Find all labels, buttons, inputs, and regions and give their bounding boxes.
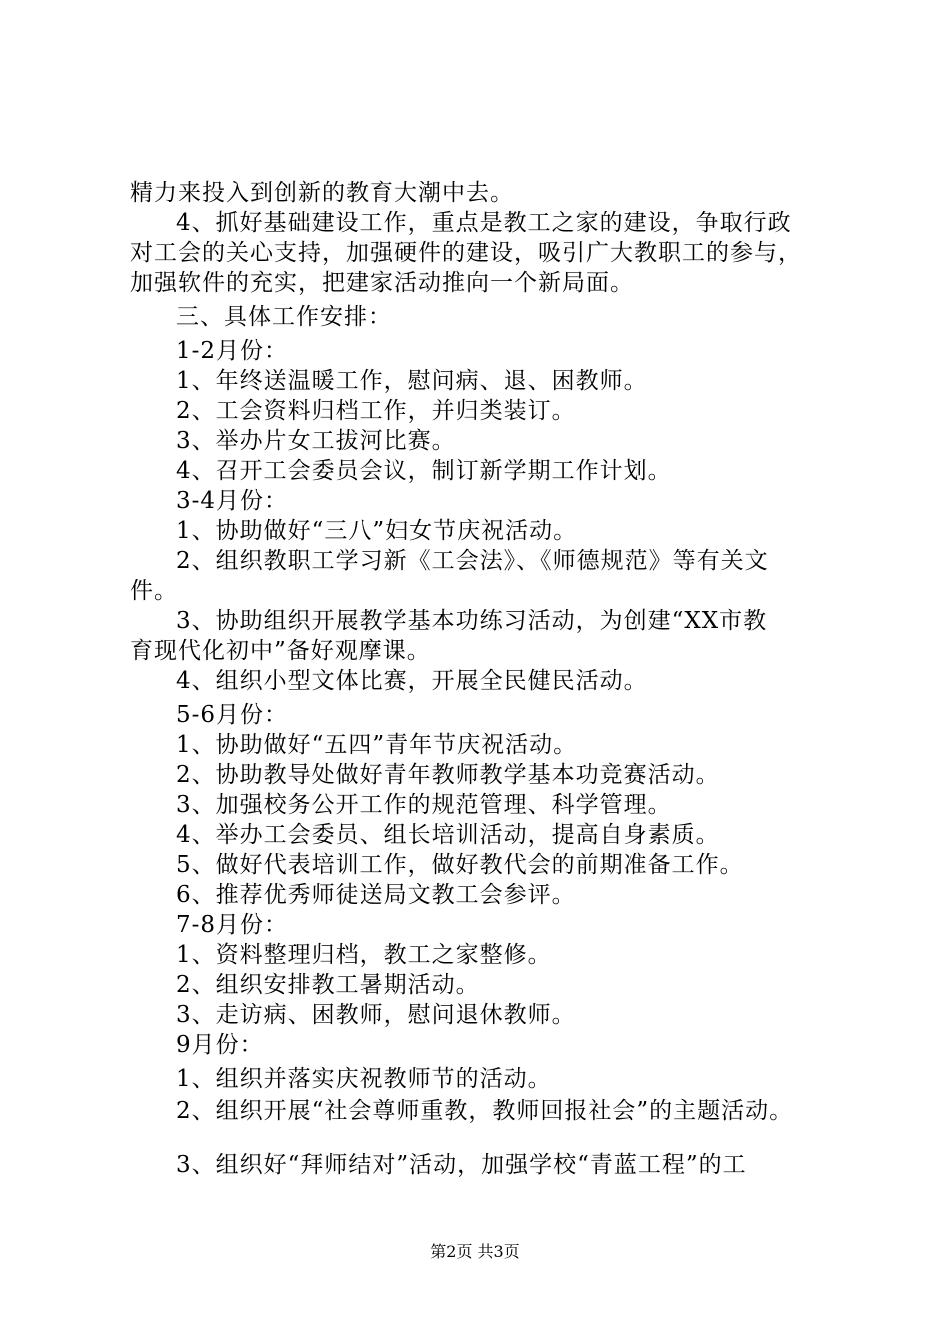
page-footer: 第2页 共3页 xyxy=(430,1242,520,1261)
text-line: 2、组织教职工学习新《工会法》、《师德规范》等有关文 xyxy=(176,548,769,574)
text-line: 4、抓好基础建设工作，重点是教工之家的建设，争取行政 xyxy=(176,210,792,236)
text-line: 4、召开工会委员会议，制订新学期工作计划。 xyxy=(176,458,672,484)
text-line: 7-8月份： xyxy=(176,912,289,938)
text-line: 4、组织小型文体比赛，开展全民健民活动。 xyxy=(176,668,648,694)
text-line: 3-4月份： xyxy=(176,488,289,514)
text-line: 2、组织开展“社会尊师重教，教师回报社会”的主题活动。 xyxy=(176,1098,794,1124)
text-line: 3、组织好“拜师结对”活动，加强学校“青蓝工程”的工 xyxy=(176,1152,747,1178)
text-line: 1-2月份： xyxy=(176,338,289,364)
text-line: 对工会的关心支持，加强硬件的建设，吸引广大教职工的参与， xyxy=(130,240,802,266)
text-line: 件。 xyxy=(130,578,178,604)
text-line: 3、协助组织开展教学基本功练习活动，为创建“XX市教 xyxy=(176,608,768,634)
text-line: 3、举办片女工拔河比赛。 xyxy=(176,428,456,454)
text-line: 2、协助教导处做好青年教师教学基本功竞赛活动。 xyxy=(176,762,720,788)
text-line: 1、协助做好“三八”妇女节庆祝活动。 xyxy=(176,518,578,544)
text-line: 5、做好代表培训工作，做好教代会的前期准备工作。 xyxy=(176,852,744,878)
text-line: 2、工会资料归档工作，并归类装订。 xyxy=(176,398,576,424)
text-line: 精力来投入到创新的教育大潮中去。 xyxy=(130,180,514,206)
text-line: 1、年终送温暖工作，慰问病、退、困教师。 xyxy=(176,368,648,394)
text-line: 三、具体工作安排： xyxy=(176,304,392,330)
text-line: 2、组织安排教工暑期活动。 xyxy=(176,972,480,998)
text-line: 3、加强校务公开工作的规范管理、科学管理。 xyxy=(176,792,672,818)
text-line: 育现代化初中”备好观摩课。 xyxy=(130,638,431,664)
text-line: 1、资料整理归档，教工之家整修。 xyxy=(176,942,552,968)
text-line: 4、举办工会委员、组长培训活动，提高自身素质。 xyxy=(176,822,720,848)
text-line: 6、推荐优秀师徒送局文教工会参评。 xyxy=(176,882,576,908)
text-line: 1、协助做好“五四”青年节庆祝活动。 xyxy=(176,732,578,758)
text-line: 1、组织并落实庆祝教师节的活动。 xyxy=(176,1066,552,1092)
text-line: 5-6月份： xyxy=(176,702,289,728)
text-line: 9月份： xyxy=(176,1032,264,1058)
text-line: 3、走访病、困教师，慰问退休教师。 xyxy=(176,1002,576,1028)
text-line: 加强软件的充实，把建家活动推向一个新局面。 xyxy=(130,270,634,296)
